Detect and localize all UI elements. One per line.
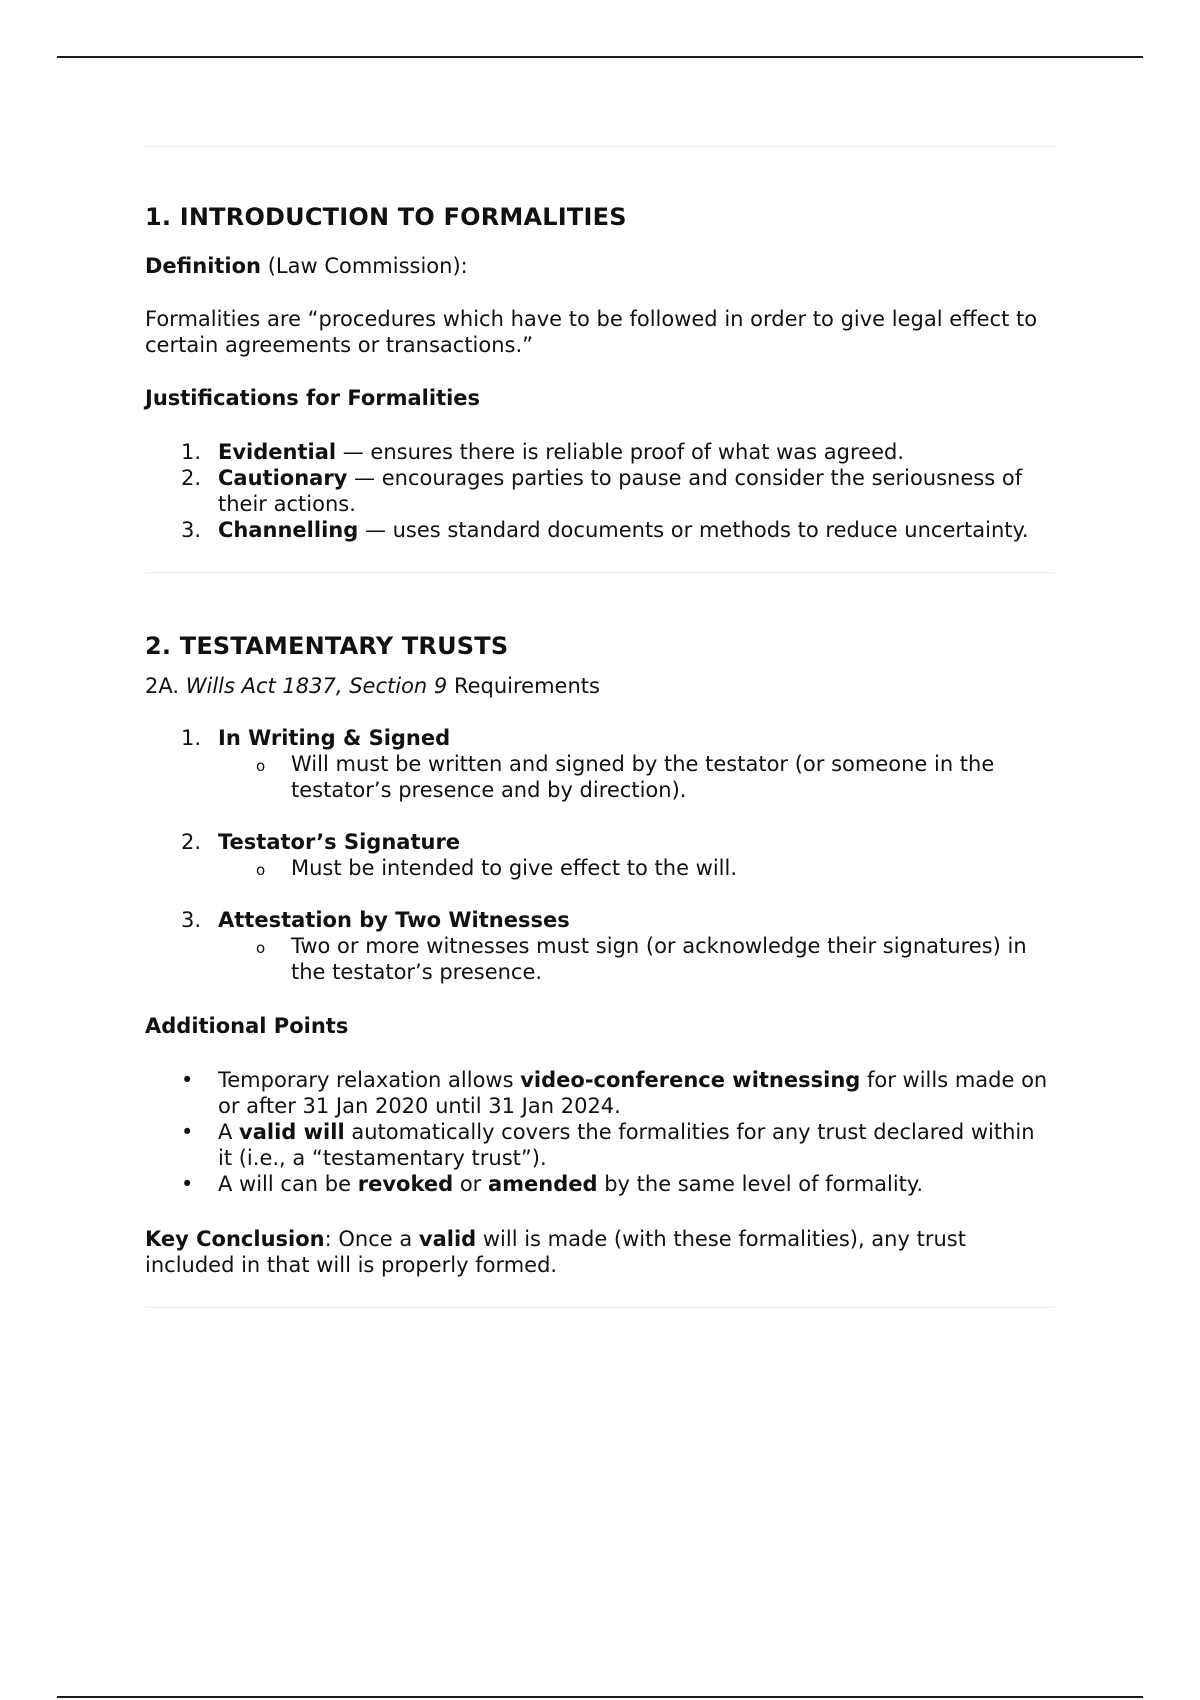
justification-text: — uses standard documents or methods to reduce uncertainty. [358,518,1029,542]
list-item [145,465,1055,517]
definition-source: (Law Commission): [267,254,468,278]
section-2-heading: 2. TESTAMENTARY TRUSTS [145,632,509,660]
requirement-title: Attestation by Two Witnesses [218,908,570,932]
section-1-heading: 1. INTRODUCTION TO FORMALITIES [145,203,627,231]
list-item [218,855,1055,881]
document-content [145,146,1055,1308]
requirement-details [218,855,1055,881]
section-divider [145,146,1055,147]
justifications-heading: Justifications for Formalities [145,386,481,410]
requirement-detail: Two or more witnesses must sign (or acknowledge their signatures) in the testator’s presence. [291,934,1027,984]
justification-term: Channelling [218,518,359,542]
requirement-title: In Writing & Signed [218,726,451,750]
justification-text: — encourages parties to pause and consider the seriousness of their actions. [218,466,1023,516]
list-number: 2. [181,466,202,490]
list-item: • A will can be revoked or amended by the same level of formality. [181,1172,924,1196]
bullet-icon: • [181,1172,194,1196]
definition-line [145,253,1055,279]
list-item [145,439,1055,465]
page-top-rule [57,56,1143,58]
sub-bullet-icon: o [256,861,266,879]
justifications-list [145,439,1055,543]
justification-text: — ensures there is reliable proof of what was agreed. [336,440,905,464]
justification-term: Evidential [218,440,337,464]
section-divider [145,572,1055,573]
list-item [218,751,1055,803]
list-item: • Temporary relaxation allows video-conference witnessing for wills made on or after 31 Jan 2020 until 31 Jan 2024. [181,1068,1048,1118]
sub-bullet-icon: o [256,757,266,775]
list-item [145,907,1055,985]
page-bottom-rule [57,1696,1143,1698]
requirement-detail: Will must be written and signed by the testator (or someone in the testator’s presence and by direction). [291,752,995,802]
list-item [218,933,1055,985]
requirement-title: Testator’s Signature [218,830,461,854]
wills-act-subheading: 2A. Wills Act 1837, Section 9 Requirements [145,674,600,698]
list-number: 3. [181,908,202,932]
definition-quote: Formalities are “procedures which have to be followed in order to give legal effect to certain agreements or transactions.” [145,307,1038,357]
sub-bullet-icon: o [256,939,266,957]
bullet-icon: • [181,1120,194,1144]
key-conclusion: Key Conclusion: Once a valid will is made (with these formalities), any trust included in that will is properly formed. [145,1227,966,1277]
bullet-icon: • [181,1068,194,1092]
list-number: 2. [181,830,202,854]
requirement-detail: Must be intended to give effect to the will. [291,856,738,880]
definition-label: Definition [145,254,262,278]
requirement-details [218,933,1055,985]
list-number: 1. [181,726,202,750]
requirements-list [145,725,1055,985]
justification-term: Cautionary [218,466,348,490]
list-item [145,517,1055,543]
list-item [145,829,1055,881]
list-item [145,725,1055,803]
additional-points-list [145,1067,1055,1197]
requirement-details [218,751,1055,803]
list-number: 1. [181,440,202,464]
list-number: 3. [181,518,202,542]
additional-points-heading: Additional Points [145,1014,349,1038]
section-divider [145,1307,1055,1308]
list-item: • A valid will automatically covers the formalities for any trust declared within it (i.e., a “testamentary trust”). [181,1120,1035,1170]
